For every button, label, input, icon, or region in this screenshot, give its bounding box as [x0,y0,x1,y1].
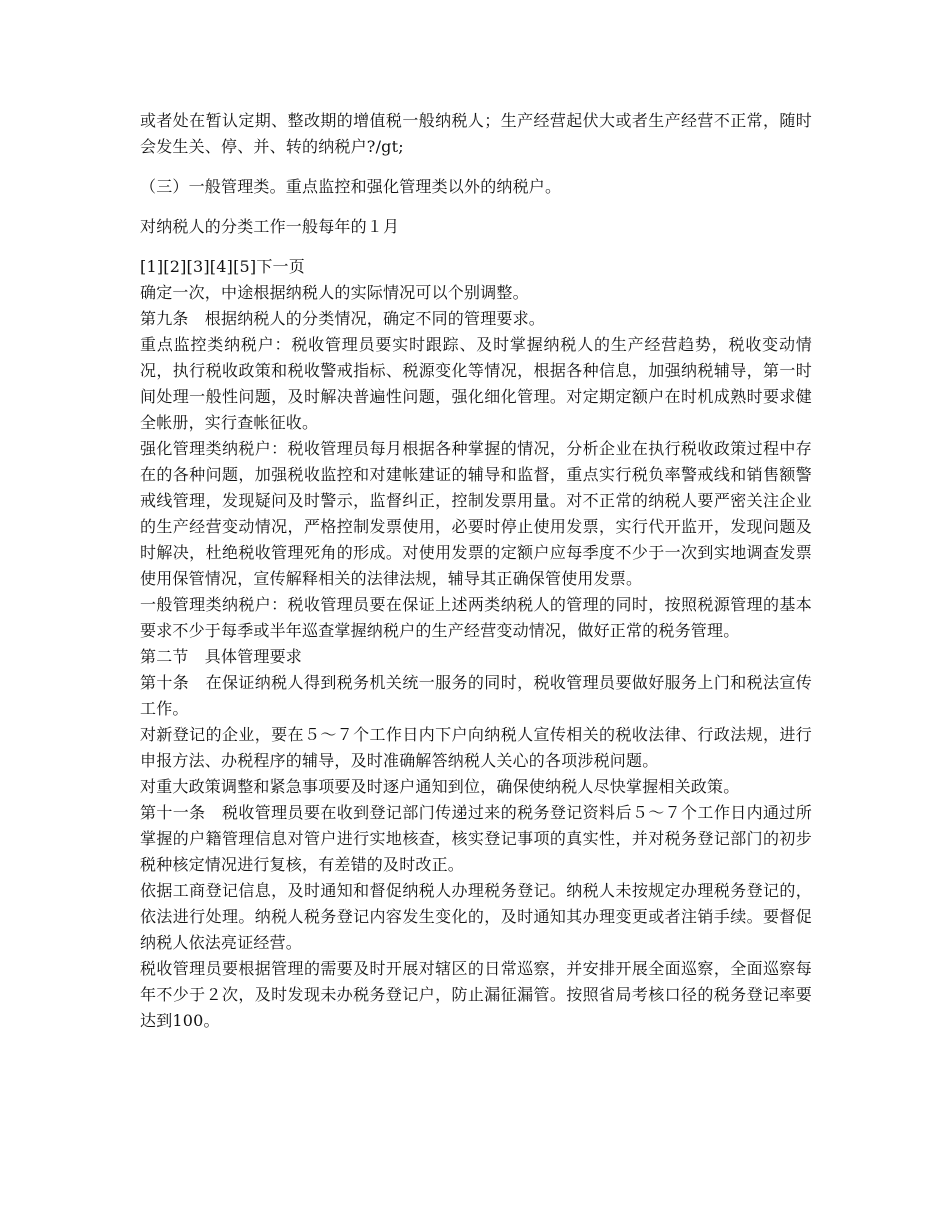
paragraph-enhanced-management: 强化管理类纳税户：税收管理员每月根据各种掌握的情况，分析企业在执行税收政策过程中存在的各种问题，加强税收监控和对建帐建证的辅导和监督，重点实行税负率警戒线和销售额警戒线管理，发现疑问及时警示，监督纠正，控制发票用量。对不正常的纳税人要严密关注企业的生产经营变动情况，严格控制发票使用，必要时停止使用发票，实行代开监开，发现问题及时解决，杜绝税收管理死角的形成。对使用发票的定额户应每季度不少于一次到实地调查发票使用保管情况，宣传解释相关的法律法规，辅导其正确保管使用发票。 [140,439,812,588]
page-link-2[interactable]: [2] [163,257,187,276]
article-9-heading: 第九条 根据纳税人的分类情况，确定不同的管理要求。 [140,309,546,328]
paragraph-top-2: （三）一般管理类。重点监控和强化管理类以外的纳税户。 [140,177,562,196]
article-11: 第十一条 税收管理员要在收到登记部门传递过来的税务登记资料后５～７个工作日内通过所掌握的户籍管理信息对管户进行实地核查，核实登记事项的真实性，并对税务登记部门的初步税种核定情况进行复核，有差错的及时改正。 [140,803,812,874]
pagination [140,254,812,280]
paragraph-top-1: 或者处在暂认定期、整改期的增值税一般纳税人；生产经营起伏大或者生产经营不正常，随时会发生关、停、并、转的纳税户?/gt; [140,111,812,156]
next-page-link[interactable]: 下一页 [256,257,305,276]
section-2-heading: 第二节 具体管理要求 [140,647,303,666]
paragraph-policy-notice: 对重大政策调整和紧急事项要及时逐户通知到位，确保使纳税人尽快掌握相关政策。 [140,777,740,796]
paragraph-new-registration: 对新登记的企业，要在５～７个工作日内下户向纳税人宣传相关的税收法律、行政法规，进行申报方法、办税程序的辅导，及时准确解答纳税人关心的各项涉税问题。 [140,725,812,770]
page-link-4[interactable]: [4] [209,257,234,276]
page-link-3[interactable]: [3] [186,257,210,276]
paragraph-main-1: 确定一次，中途根据纳税人的实际情况可以个别调整。 [140,283,529,302]
document-body [140,108,812,1034]
paragraph-inspection: 税收管理员要根据管理的需要及时开展对辖区的日常巡察，并安排开展全面巡察，全面巡察每年不少于２次，及时发现未办税务登记户，防止漏征漏管。按照省局考核口径的税务登记率要达到100。 [140,959,812,1030]
page-link-1[interactable]: [1] [140,257,164,276]
article-10: 第十条 在保证纳税人得到税务机关统一服务的同时，税收管理员要做好服务上门和税法宣传工作。 [140,673,812,718]
paragraph-top-3: 对纳税人的分类工作一般每年的１月 [140,217,400,236]
paragraph-key-monitoring: 重点监控类纳税户：税收管理员要实时跟踪、及时掌握纳税人的生产经营趋势，税收变动情况，执行税收政策和税收警戒指标、税源变化等情况，根据各种信息，加强纳税辅导，第一时间处理一般性问题，及时解决普遍性问题，强化细化管理。对定期定额户在时机成熟时要求健全帐册，实行查帐征收。 [140,335,812,432]
page-link-5[interactable]: [5] [233,257,257,276]
paragraph-business-registration: 依据工商登记信息，及时通知和督促纳税人办理税务登记。纳税人未按规定办理税务登记的，依法进行处理。纳税人税务登记内容发生变化的，及时通知其办理变更或者注销手续。要督促纳税人依法亮证经营。 [140,881,812,952]
paragraph-general-management: 一般管理类纳税户：税收管理员要在保证上述两类纳税人的管理的同时，按照税源管理的基本要求不少于每季或半年巡查掌握纳税户的生产经营变动情况，做好正常的税务管理。 [140,595,812,640]
